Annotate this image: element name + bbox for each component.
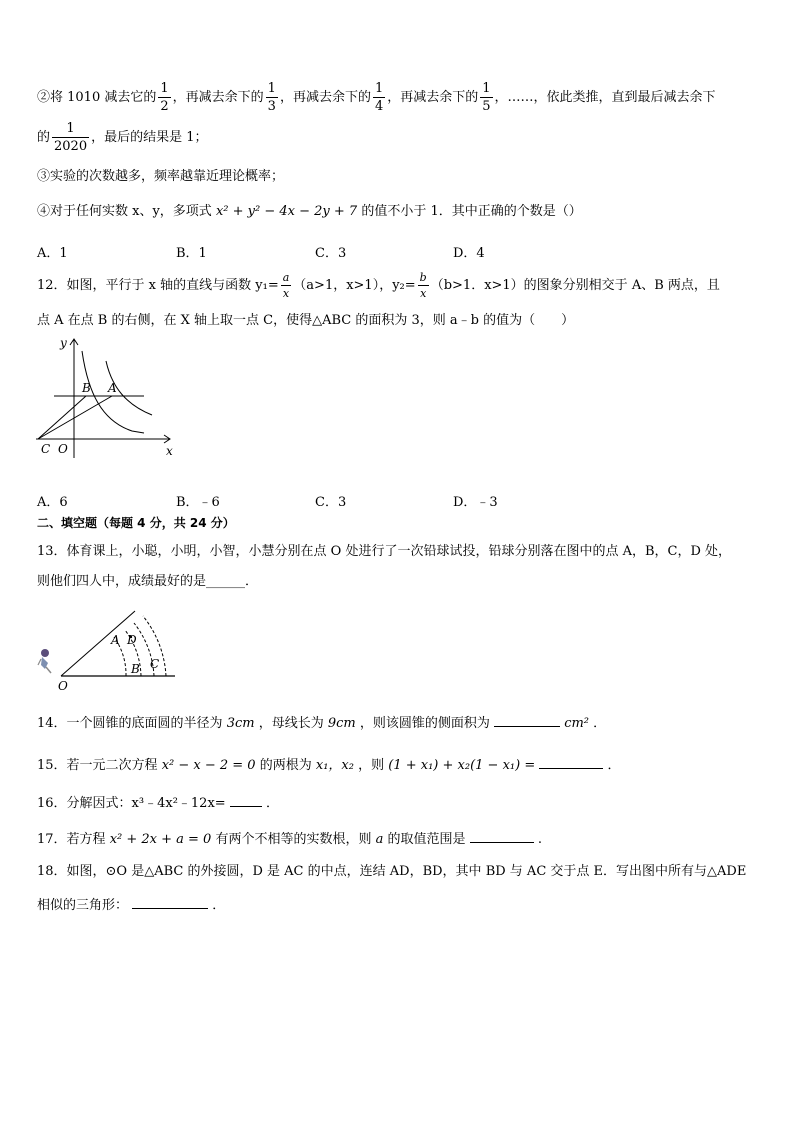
q12-label-a: A: [108, 381, 117, 395]
fraction-b-over-x: $\frac{b}{x}$: [419, 271, 427, 300]
q16-end: ．: [265, 796, 279, 811]
section-title: 二、填空题（每题 4 分，共 24 分）: [37, 516, 235, 530]
shot-put-thrower-icon: [38, 649, 51, 673]
q17-equation: x² + 2x + a = 0: [109, 832, 212, 847]
q18-end: ．: [212, 898, 226, 913]
q11-option-c: C．3: [315, 246, 347, 261]
q14-unit: cm²: [564, 716, 590, 731]
fraction-1-5: $\frac{1}{5}$: [482, 81, 491, 114]
q11-item2-line2: [37, 122, 208, 153]
q12-line2: 点 A 在点 B 的右侧，在 X 轴上取一点 C，使得△ABC 的面积为 3，则 a﹣b 的值为（ ）: [37, 313, 575, 328]
q12-label-y: y: [60, 336, 67, 350]
q11-item2-pre: ②将 1010 减去它的: [37, 90, 157, 105]
q17-answer-blank[interactable]: [470, 830, 534, 843]
q15-pre: 15．若一元二次方程: [37, 758, 158, 773]
q17-mid: 有两个不相等的实数根，则: [215, 832, 372, 847]
q17-line: [37, 830, 542, 846]
q18-line1: 18．如图，⊙O 是△ABC 的外接圆，D 是 AC 的中点，连结 AD，BD，其中 BD 与 AC 交于点 E．写出图中所有与△ADE: [37, 864, 747, 879]
q12-option-b: B．﹣6: [176, 495, 220, 510]
q17-post: 的取值范围是: [387, 832, 466, 847]
q17-variable: a: [375, 832, 384, 847]
q14-line: [37, 714, 606, 730]
q11-item3: ③实验的次数越多，频率越靠近理论概率；: [37, 169, 285, 184]
q16-text: 16．分解因式：x³﹣4x²﹣12x=: [37, 796, 226, 811]
q15-mid: 的两根为: [259, 758, 312, 773]
q12-line1: [37, 272, 720, 299]
q13-label-o: O: [58, 679, 68, 693]
q17-end: .: [537, 832, 542, 847]
q11-option-b: B．1: [176, 246, 207, 261]
q16-line: [37, 794, 279, 810]
q13-line1: 13．体育课上，小聪，小明，小智，小慧分别在点 O 处进行了一次铅球试投，铅球分别落在图中的点 A，B，C，D 处，: [37, 544, 732, 559]
q18-line2: [37, 896, 225, 912]
q11-mid2: ，再减去余下的: [279, 90, 371, 105]
q15-equation: x² − x − 2 = 0: [161, 758, 256, 773]
q11-item4: [37, 205, 582, 218]
q11-option-a: A．1: [37, 246, 68, 261]
q11-mid3: ，再减去余下的: [387, 90, 479, 105]
fraction-1-4: $\frac{1}{4}$: [374, 81, 384, 114]
q12-label-c: C: [41, 442, 51, 456]
q14-post: ，则该圆锥的侧面积为: [359, 716, 490, 731]
fraction-1-2: $\frac{1}{2}$: [160, 81, 169, 114]
q15-line: [37, 756, 621, 772]
q18-line2-text: 相似的三角形：: [37, 898, 129, 913]
fraction-1-3: $\frac{1}{3}$: [267, 81, 276, 114]
q14-mid: ，母线长为: [258, 716, 324, 731]
q11-item2-line1: [37, 82, 716, 113]
q14-answer-blank[interactable]: [494, 714, 560, 727]
q11-item4-pre: ④对于任何实数 x、y，多项式: [37, 204, 212, 219]
q12-label-x: x: [166, 444, 173, 458]
q11-line2-post: ，最后的结果是 1；: [91, 130, 208, 145]
q12-option-d: D．﹣3: [453, 495, 498, 510]
q14-radius: 3cm: [226, 716, 255, 731]
q13-label-c: C: [150, 657, 160, 671]
q11-item4-post: 的值不小于 1．其中正确的个数是（）: [361, 204, 582, 219]
q13-label-b: B: [131, 662, 140, 676]
q11-item4-expr: x² + y² − 4x − 2y + 7: [215, 204, 358, 219]
q12-option-a: A．6: [37, 495, 68, 510]
fraction-1-2020: $\frac{1}{2020}$: [54, 121, 88, 154]
q16-answer-blank[interactable]: [230, 794, 262, 807]
q15-mid2: ，则: [358, 758, 385, 773]
q13-label-a: A: [111, 633, 120, 647]
q13-figure: [37, 597, 187, 697]
q12-post: （b>1．x>1）的图象分别相交于 A、B 两点，且: [430, 278, 720, 293]
q17-pre: 17．若方程: [37, 832, 106, 847]
q12-mid: （a>1，x>1），y₂=: [293, 278, 416, 293]
q14-slant: 9cm: [327, 716, 356, 731]
q12-option-c: C．3: [315, 495, 347, 510]
q18-answer-blank[interactable]: [132, 896, 208, 909]
q11-option-d: D．4: [453, 246, 485, 261]
q13-line2: 则他们四人中，成绩最好的是______．: [37, 574, 259, 589]
q15-expression: (1 + x₁) + x₂(1 − x₁) =: [388, 758, 536, 773]
q11-line2-pre: 的: [37, 130, 51, 145]
q12-label-b: B: [82, 381, 91, 395]
q12-pre: 12．如图，平行于 x 轴的直线与函数 y₁=: [37, 278, 279, 293]
q15-roots: x₁，x₂: [315, 758, 354, 773]
q14-pre: 14．一个圆锥的底面圆的半径为: [37, 716, 223, 731]
q13-label-d: D: [127, 633, 137, 647]
q12-figure: [32, 333, 182, 463]
q11-mid1: ，再减去余下的: [172, 90, 264, 105]
q12-label-o: O: [58, 442, 68, 456]
q14-end: ．: [593, 716, 607, 731]
q15-answer-blank[interactable]: [539, 756, 603, 769]
fraction-a-over-x: $\frac{a}{x}$: [282, 271, 290, 300]
q15-end: ．: [607, 758, 621, 773]
q11-tail: ，……，依此类推，直到最后减去余下: [494, 90, 716, 105]
